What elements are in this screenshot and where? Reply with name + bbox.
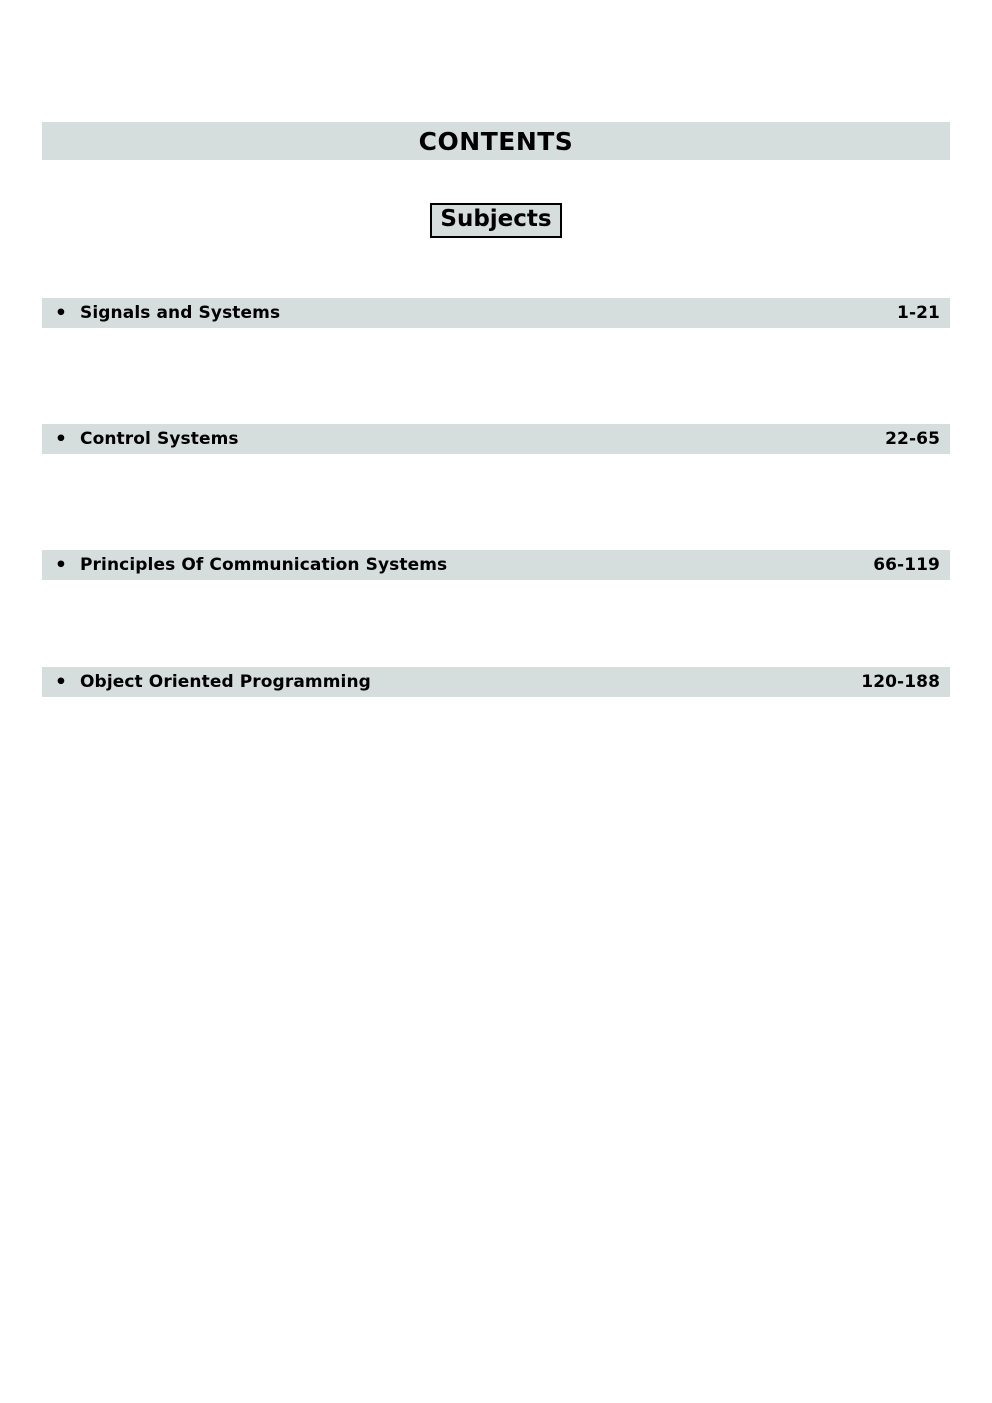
toc-entry-row[interactable] — [42, 550, 950, 580]
toc-entry-pages: 1-21 — [897, 303, 940, 323]
bullet-icon: • — [54, 670, 68, 693]
subjects-label: Subjects — [430, 203, 561, 238]
toc-entry-pages: 120-188 — [861, 672, 940, 692]
bullet-icon: • — [54, 301, 68, 324]
contents-heading-bar — [42, 122, 950, 160]
toc-entry-row[interactable] — [42, 298, 950, 328]
toc-entry-row[interactable] — [42, 424, 950, 454]
toc-entry-title: Signals and Systems — [80, 303, 281, 323]
bullet-icon: • — [54, 553, 68, 576]
toc-entry-pages: 22-65 — [885, 429, 940, 449]
subjects-label-wrapper — [0, 203, 992, 238]
toc-entry-title: Object Oriented Programming — [80, 672, 371, 692]
toc-entry-row[interactable] — [42, 667, 950, 697]
page-title: CONTENTS — [418, 126, 574, 156]
toc-entry-title: Principles Of Communication Systems — [80, 555, 448, 575]
toc-entry-pages: 66-119 — [873, 555, 940, 575]
toc-entry-title: Control Systems — [80, 429, 239, 449]
bullet-icon: • — [54, 427, 68, 450]
